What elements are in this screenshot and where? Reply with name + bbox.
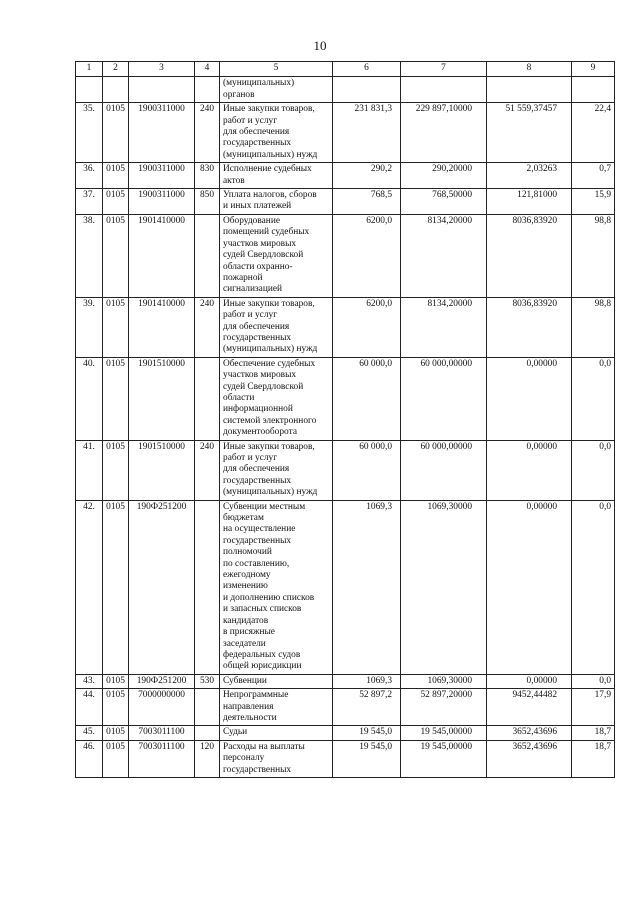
article-code: 1901410000 xyxy=(129,297,195,357)
amount-col8: 3652,43696 xyxy=(487,740,572,777)
item-name: Оборудование помещений судебных участков мировых судей Свердловской области охранно- пожарной сигнализацией xyxy=(220,214,333,297)
row-number: 46. xyxy=(76,740,103,777)
amount-col8: 2,03263 xyxy=(487,163,572,189)
percent-col9: 15,9 xyxy=(572,189,615,215)
article-code: 1900311000 xyxy=(129,103,195,163)
table-row xyxy=(76,103,615,163)
item-name: Расходы на выплаты персоналу государственных xyxy=(220,740,333,777)
article-code: 190Ф251200 xyxy=(129,674,195,688)
article-code: 1901410000 xyxy=(129,214,195,297)
row-number: 39. xyxy=(76,297,103,357)
amount-col6: 768,5 xyxy=(333,189,401,215)
row-number: 44. xyxy=(76,689,103,726)
section-code: 0105 xyxy=(103,440,129,500)
table-row xyxy=(76,297,615,357)
amount-col8 xyxy=(487,77,572,103)
item-name: Обеспечение судебных участков мировых судей Свердловской области информационной системой электронного документооборота xyxy=(220,357,333,440)
section-code: 0105 xyxy=(103,163,129,189)
article-code xyxy=(129,77,195,103)
expense-type-code xyxy=(195,214,220,297)
amount-col6: 6200,0 xyxy=(333,214,401,297)
amount-col7: 60 000,00000 xyxy=(401,440,487,500)
section-code: 0105 xyxy=(103,103,129,163)
expense-type-code: 240 xyxy=(195,440,220,500)
row-number: 45. xyxy=(76,726,103,740)
budget-table xyxy=(75,61,615,778)
row-number: 43. xyxy=(76,674,103,688)
row-number: 40. xyxy=(76,357,103,440)
row-number: 36. xyxy=(76,163,103,189)
amount-col8: 0,00000 xyxy=(487,440,572,500)
column-header: 5 xyxy=(220,62,333,77)
table-row xyxy=(76,674,615,688)
row-number: 42. xyxy=(76,500,103,674)
column-header: 2 xyxy=(103,62,129,77)
article-code: 1900311000 xyxy=(129,163,195,189)
amount-col7: 19 545,00000 xyxy=(401,740,487,777)
section-code: 0105 xyxy=(103,740,129,777)
amount-col6: 19 545,0 xyxy=(333,740,401,777)
amount-col7: 1069,30000 xyxy=(401,674,487,688)
item-name: Уплата налогов, сборов и иных платежей xyxy=(220,189,333,215)
section-code: 0105 xyxy=(103,500,129,674)
amount-col6: 60 000,0 xyxy=(333,357,401,440)
amount-col6: 290,2 xyxy=(333,163,401,189)
column-header: 3 xyxy=(129,62,195,77)
amount-col6: 1069,3 xyxy=(333,674,401,688)
item-name: Непрограммные направления деятельности xyxy=(220,689,333,726)
amount-col6: 60 000,0 xyxy=(333,440,401,500)
column-header: 6 xyxy=(333,62,401,77)
amount-col7 xyxy=(401,77,487,103)
expense-type-code: 240 xyxy=(195,103,220,163)
amount-col8: 51 559,37457 xyxy=(487,103,572,163)
article-code: 1900311000 xyxy=(129,189,195,215)
column-header: 1 xyxy=(76,62,103,77)
table-row xyxy=(76,214,615,297)
amount-col7: 52 897,20000 xyxy=(401,689,487,726)
expense-type-code xyxy=(195,726,220,740)
row-number: 35. xyxy=(76,103,103,163)
article-code: 1901510000 xyxy=(129,440,195,500)
article-code: 190Ф251200 xyxy=(129,500,195,674)
expense-type-code: 830 xyxy=(195,163,220,189)
item-name: Субвенции местным бюджетам на осуществление государственных полномочий по составлению, ежегодному изменению и дополнению списков и запасных списков кандидатов в присяжные заседатели федеральных судов общей юрисдикции xyxy=(220,500,333,674)
expense-type-code xyxy=(195,689,220,726)
expense-type-code xyxy=(195,357,220,440)
amount-col6: 6200,0 xyxy=(333,297,401,357)
amount-col7: 60 000,00000 xyxy=(401,357,487,440)
percent-col9: 22,4 xyxy=(572,103,615,163)
percent-col9: 0,0 xyxy=(572,674,615,688)
amount-col8: 8036,83920 xyxy=(487,297,572,357)
item-name: Иные закупки товаров, работ и услуг для обеспечения государственных (муниципальных) нужд xyxy=(220,440,333,500)
percent-col9: 98,8 xyxy=(572,297,615,357)
amount-col6: 1069,3 xyxy=(333,500,401,674)
section-code: 0105 xyxy=(103,674,129,688)
expense-type-code xyxy=(195,77,220,103)
amount-col8: 9452,44482 xyxy=(487,689,572,726)
header-row xyxy=(76,62,615,77)
table-row xyxy=(76,163,615,189)
amount-col6: 19 545,0 xyxy=(333,726,401,740)
amount-col8: 0,00000 xyxy=(487,674,572,688)
column-header: 9 xyxy=(572,62,615,77)
expense-type-code: 850 xyxy=(195,189,220,215)
expense-type-code: 240 xyxy=(195,297,220,357)
amount-col7: 768,50000 xyxy=(401,189,487,215)
item-name: Иные закупки товаров, работ и услуг для обеспечения государственных (муниципальных) нужд xyxy=(220,297,333,357)
amount-col7: 290,20000 xyxy=(401,163,487,189)
section-code: 0105 xyxy=(103,214,129,297)
percent-col9: 17,9 xyxy=(572,689,615,726)
table-row xyxy=(76,726,615,740)
table-row xyxy=(76,189,615,215)
column-header: 7 xyxy=(401,62,487,77)
amount-col7: 8134,20000 xyxy=(401,214,487,297)
column-header: 8 xyxy=(487,62,572,77)
percent-col9: 98,8 xyxy=(572,214,615,297)
amount-col8: 0,00000 xyxy=(487,357,572,440)
row-number: 38. xyxy=(76,214,103,297)
amount-col7: 8134,20000 xyxy=(401,297,487,357)
article-code: 7003011100 xyxy=(129,726,195,740)
item-name: Иные закупки товаров, работ и услуг для обеспечения государственных (муниципальных) нужд xyxy=(220,103,333,163)
expense-type-code xyxy=(195,500,220,674)
item-name: Субвенции xyxy=(220,674,333,688)
percent-col9: 0,0 xyxy=(572,440,615,500)
percent-col9: 18,7 xyxy=(572,726,615,740)
page-number: 10 xyxy=(313,38,327,53)
amount-col7: 229 897,10000 xyxy=(401,103,487,163)
amount-col8: 3652,43696 xyxy=(487,726,572,740)
expense-type-code: 530 xyxy=(195,674,220,688)
table-row xyxy=(76,500,615,674)
amount-col7: 19 545,00000 xyxy=(401,726,487,740)
section-code xyxy=(103,77,129,103)
percent-col9: 0,7 xyxy=(572,163,615,189)
table-row xyxy=(76,689,615,726)
column-header: 4 xyxy=(195,62,220,77)
table-row xyxy=(76,440,615,500)
row-number: 37. xyxy=(76,189,103,215)
section-code: 0105 xyxy=(103,726,129,740)
amount-col6 xyxy=(333,77,401,103)
amount-col8: 121,81000 xyxy=(487,189,572,215)
percent-col9: 18,7 xyxy=(572,740,615,777)
amount-col6: 52 897,2 xyxy=(333,689,401,726)
item-name: (муниципальных) органов xyxy=(220,77,333,103)
table-row xyxy=(76,357,615,440)
article-code: 7003011100 xyxy=(129,740,195,777)
percent-col9: 0,0 xyxy=(572,500,615,674)
table-body xyxy=(76,77,615,778)
row-number: 41. xyxy=(76,440,103,500)
article-code: 7000000000 xyxy=(129,689,195,726)
section-code: 0105 xyxy=(103,689,129,726)
percent-col9: 0,0 xyxy=(572,357,615,440)
section-code: 0105 xyxy=(103,189,129,215)
table-row xyxy=(76,740,615,777)
item-name: Исполнение судебных актов xyxy=(220,163,333,189)
amount-col8: 0,00000 xyxy=(487,500,572,674)
row-number xyxy=(76,77,103,103)
amount-col6: 231 831,3 xyxy=(333,103,401,163)
item-name: Судьи xyxy=(220,726,333,740)
expense-type-code: 120 xyxy=(195,740,220,777)
article-code: 1901510000 xyxy=(129,357,195,440)
section-code: 0105 xyxy=(103,297,129,357)
amount-col8: 8036,83920 xyxy=(487,214,572,297)
section-code: 0105 xyxy=(103,357,129,440)
amount-col7: 1069,30000 xyxy=(401,500,487,674)
percent-col9 xyxy=(572,77,615,103)
table-row xyxy=(76,77,615,103)
